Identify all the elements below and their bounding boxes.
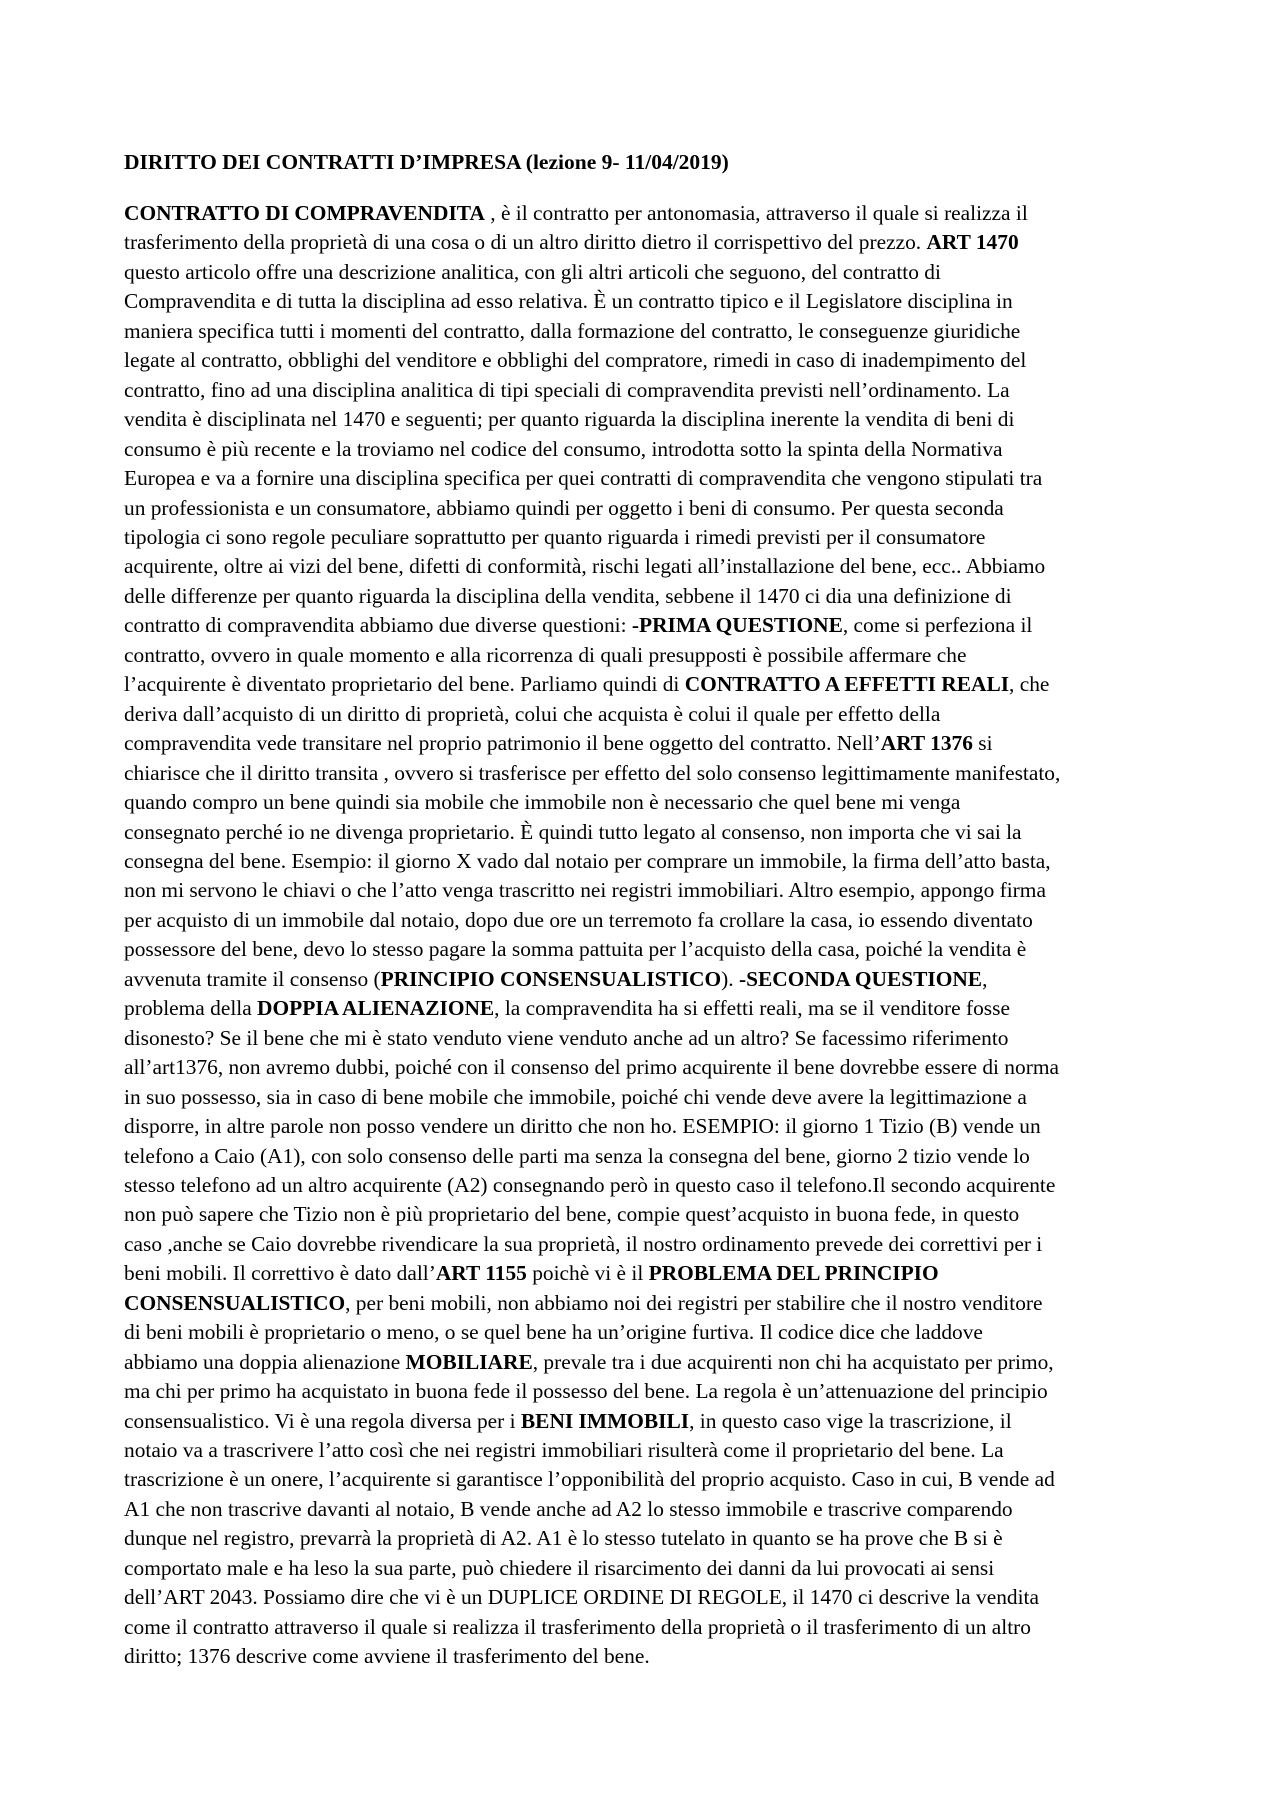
text-run: A1 che non trascrive davanti al notaio, B vende anche ad A2 lo stesso immobile e trascrive comparendo — [124, 1496, 1013, 1521]
text-run: consegnato perché io ne divenga proprietario. È quindi tutto legato al consenso, non importa che vi sai la — [124, 819, 1022, 844]
text-line — [124, 670, 1156, 699]
text-run: notaio va a trascrivere l’atto così che nei registri immobiliari risulterà come il proprietario del bene. La — [124, 1438, 1004, 1463]
bold-text-run: PRINCIPIO CONSENSUALISTICO — [380, 966, 722, 991]
text-line — [124, 523, 1156, 552]
bold-text-run: -PRIMA QUESTIONE — [631, 613, 843, 638]
text-line — [124, 199, 1156, 228]
text-run: di beni mobili è proprietario o meno, o se quel bene ha un’origine furtiva. Il codice dice che laddove — [124, 1320, 983, 1345]
text-run: chiarisce che il diritto transita , ovvero si trasferisce per effetto del solo consenso legittimamente manifestato, — [124, 760, 1061, 785]
text-run: l’acquirente è diventato proprietario del bene. Parliamo quindi di — [124, 672, 685, 697]
text-run: tipologia ci sono regole peculiare soprattutto per quanto riguarda i rimedi previsti per il consumatore — [124, 524, 986, 549]
text-line — [124, 788, 1156, 817]
text-run: Europea e va a fornire una disciplina specifica per quei contratti di compravendita che vengono stipulati tra — [124, 466, 1043, 491]
text-run: stesso telefono ad un altro acquirente (A2) consegnando però in questo caso il telefono.Il secondo acquirente — [124, 1172, 1056, 1197]
text-run: ). — [721, 966, 739, 991]
text-run: in suo possesso, sia in caso di bene mobile che immobile, poiché chi vende deve avere la legittimazione a — [124, 1084, 1027, 1109]
text-run: compravendita vede transitare nel proprio patrimonio il bene oggetto del contratto. Nell’ — [124, 731, 881, 756]
text-line — [124, 1495, 1156, 1524]
text-line — [124, 906, 1156, 935]
text-line — [124, 228, 1156, 257]
text-line — [124, 1230, 1156, 1259]
bold-text-run: CONSENSUALISTICO — [124, 1290, 346, 1315]
text-line — [124, 552, 1156, 581]
bold-text-run: BENI IMMOBILI — [520, 1408, 690, 1433]
text-line — [124, 1289, 1156, 1318]
text-line — [124, 1024, 1156, 1053]
document-body — [124, 199, 1156, 1672]
text-line — [124, 287, 1156, 316]
text-line — [124, 1200, 1156, 1229]
text-line — [124, 582, 1156, 611]
text-line — [124, 1465, 1156, 1494]
text-run: disonesto? Se il bene che mi è stato venduto viene venduto anche ad un altro? Se facessimo riferimento — [124, 1025, 1009, 1050]
text-run: acquirente, oltre ai vizi del bene, difetti di conformità, rischi legati all’installazione del bene, ecc.. Abbiamo — [124, 554, 1046, 579]
text-line — [124, 1348, 1156, 1377]
text-run: , che — [1009, 672, 1050, 697]
text-line — [124, 700, 1156, 729]
text-line — [124, 641, 1156, 670]
text-run: caso ,anche se Caio dovrebbe rivendicare la sua proprietà, il nostro ordinamento prevede dei correttivi per i — [124, 1231, 1043, 1256]
text-run: consegna del bene. Esempio: il giorno X vado dal notaio per comprare un immobile, la firma dell’atto basta, — [124, 848, 1051, 873]
text-line — [124, 1112, 1156, 1141]
text-run: avvenuta tramite il consenso ( — [124, 966, 381, 991]
text-line — [124, 1083, 1156, 1112]
text-run: diritto; 1376 descrive come avviene il trasferimento del bene. — [124, 1644, 650, 1669]
text-run: abbiamo una doppia alienazione — [124, 1349, 406, 1374]
text-run: maniera specifica tutti i momenti del contratto, dalla formazione del contratto, le conseguenze giuridiche — [124, 318, 1021, 343]
text-line — [124, 935, 1156, 964]
text-line — [124, 818, 1156, 847]
text-run: poichè vi è il — [526, 1261, 649, 1286]
text-run: possessore del bene, devo lo stesso pagare la somma pattuita per l’acquisto della casa, poiché la vendita è — [124, 937, 1027, 962]
text-run: ma chi per primo ha acquistato in buona fede il possesso del bene. La regola è un’attenuazione del principio — [124, 1379, 1048, 1404]
bold-text-run: ART 1376 — [880, 731, 973, 756]
text-run: deriva dall’acquisto di un diritto di proprietà, colui che acquista è colui il quale per effetto della — [124, 701, 941, 726]
text-run: vendita è disciplinata nel 1470 e seguenti; per quanto riguarda la disciplina inerente la vendita di beni di — [124, 407, 1015, 432]
text-run: contratto, ovvero in quale momento e alla ricorrenza di quali presupposti è possibile affermare che — [124, 642, 967, 667]
bold-text-run: PROBLEMA DEL PRINCIPIO — [648, 1261, 939, 1286]
text-run: consumo è più recente e la troviamo nel codice del consumo, introdotta sotto la spinta della Normativa — [124, 436, 1003, 461]
text-run: all’art1376, non avremo dubbi, poiché con il consenso del primo acquirente il bene dovrebbe essere di norma — [124, 1055, 1059, 1080]
text-line — [124, 847, 1156, 876]
text-run: come il contratto attraverso il quale si realizza il trasferimento della proprietà o il trasferimento di un altro — [124, 1614, 1031, 1639]
text-run: dell’ART 2043. Possiamo dire che vi è un DUPLICE ORDINE DI REGOLE, il 1470 ci descrive la vendita — [124, 1585, 1039, 1610]
text-run: non può sapere che Tizio non è più proprietario del bene, compie quest’acquisto in buona fede, in questo — [124, 1202, 1020, 1227]
text-run: , è il contratto per antonomasia, attraverso il quale si realizza il — [484, 201, 1028, 225]
text-run: consensualistico. Vi è una regola diversa per i — [124, 1408, 521, 1433]
text-line — [124, 1436, 1156, 1465]
text-run: contratto di compravendita abbiamo due diverse questioni: — [124, 613, 632, 638]
text-run: Compravendita e di tutta la disciplina ad esso relativa. È un contratto tipico e il Legislatore disciplina in — [124, 289, 1013, 314]
text-run: , la compravendita ha si effetti reali, ma se il venditore fosse — [494, 996, 1010, 1021]
text-line — [124, 376, 1156, 405]
text-line — [124, 729, 1156, 758]
text-line — [124, 405, 1156, 434]
text-line — [124, 1171, 1156, 1200]
bold-text-run: ART 1155 — [435, 1261, 527, 1286]
text-line — [124, 1318, 1156, 1347]
text-line — [124, 1407, 1156, 1436]
text-run: problema della — [124, 996, 258, 1021]
bold-text-run: CONTRATTO A EFFETTI REALI — [684, 672, 1010, 697]
text-line — [124, 876, 1156, 905]
text-run: si — [972, 731, 993, 756]
text-run: quando compro un bene quindi sia mobile che immobile non è necessario che quel bene mi venga — [124, 790, 961, 815]
text-run: legate al contratto, obblighi del venditore e obblighi del compratore, rimedi in caso di inadempimento del — [124, 348, 1027, 373]
document-title: DIRITTO DEI CONTRATTI D’IMPRESA (lezione 9- 11/04/2019) — [124, 150, 729, 174]
text-run: , prevale tra i due acquirenti non chi ha acquistato per primo, — [532, 1349, 1054, 1374]
text-line — [124, 494, 1156, 523]
text-line — [124, 965, 1156, 994]
bold-text-run: CONTRATTO DI COMPRAVENDITA — [124, 201, 485, 225]
text-line — [124, 611, 1156, 640]
text-line — [124, 1642, 1156, 1671]
text-run: beni mobili. Il correttivo è dato dall’ — [124, 1261, 436, 1286]
text-line — [124, 346, 1156, 375]
text-run: telefono a Caio (A1), con solo consenso delle parti ma senza la consegna del bene, giorno 2 tizio vende lo — [124, 1143, 1030, 1168]
text-run: un professionista e un consumatore, abbiamo quindi per oggetto i beni di consumo. Per questa seconda — [124, 495, 1004, 520]
text-run: , come si perfeziona il — [842, 613, 1033, 638]
text-run: disporre, in altre parole non posso vendere un diritto che non ho. ESEMPIO: il giorno 1 Tizio (B) vende un — [124, 1114, 1041, 1139]
text-run: trascrizione è un onere, l’acquirente si garantisce l’opponibilità del proprio acquisto. Caso in cui, B vende ad — [124, 1467, 1055, 1492]
text-run: delle differenze per quanto riguarda la disciplina della vendita, sebbene il 1470 ci dia una definizione di — [124, 583, 1012, 608]
text-line — [124, 1377, 1156, 1406]
text-line — [124, 1053, 1156, 1082]
text-run: contratto, fino ad una disciplina analitica di tipi speciali di compravendita previsti nell’ordinamento. La — [124, 377, 1010, 402]
text-line — [124, 759, 1156, 788]
bold-text-run: -SECONDA QUESTIONE — [738, 966, 983, 991]
text-line — [124, 317, 1156, 346]
text-run: , per beni mobili, non abbiamo noi dei registri per stabilire che il nostro venditore — [345, 1290, 1043, 1315]
text-run: non mi servono le chiavi o che l’atto venga trascritto nei registri immobiliari. Altro esempio, appongo firma — [124, 878, 1046, 903]
text-run: , in questo caso vige la trascrizione, il — [689, 1408, 1012, 1433]
text-line — [124, 464, 1156, 493]
text-run: per acquisto di un immobile dal notaio, dopo due ore un terremoto fa crollare la casa, io essendo diventato — [124, 907, 1033, 932]
text-line — [124, 1613, 1156, 1642]
bold-text-run: ART 1470 — [926, 230, 1019, 255]
text-line — [124, 1142, 1156, 1171]
text-run: trasferimento della proprietà di una cosa o di un altro diritto dietro il corrispettivo del prezzo. — [124, 230, 927, 255]
text-line — [124, 435, 1156, 464]
text-run: , — [982, 966, 988, 991]
text-line — [124, 258, 1156, 287]
text-line — [124, 1259, 1156, 1288]
text-line — [124, 1554, 1156, 1583]
text-line — [124, 1524, 1156, 1553]
text-run: comportato male e ha leso la sua parte, può chiedere il risarcimento dei danni da lui provocati ai sensi — [124, 1555, 995, 1580]
text-line — [124, 1583, 1156, 1612]
bold-text-run: DOPPIA ALIENAZIONE — [257, 996, 495, 1021]
text-run: dunque nel registro, prevarrà la proprietà di A2. A1 è lo stesso tutelato in quanto se ha prove che B si è — [124, 1526, 1003, 1551]
bold-text-run: MOBILIARE — [405, 1349, 533, 1374]
text-line — [124, 994, 1156, 1023]
text-run: questo articolo offre una descrizione analitica, con gli altri articoli che seguono, del contratto di — [124, 259, 941, 284]
